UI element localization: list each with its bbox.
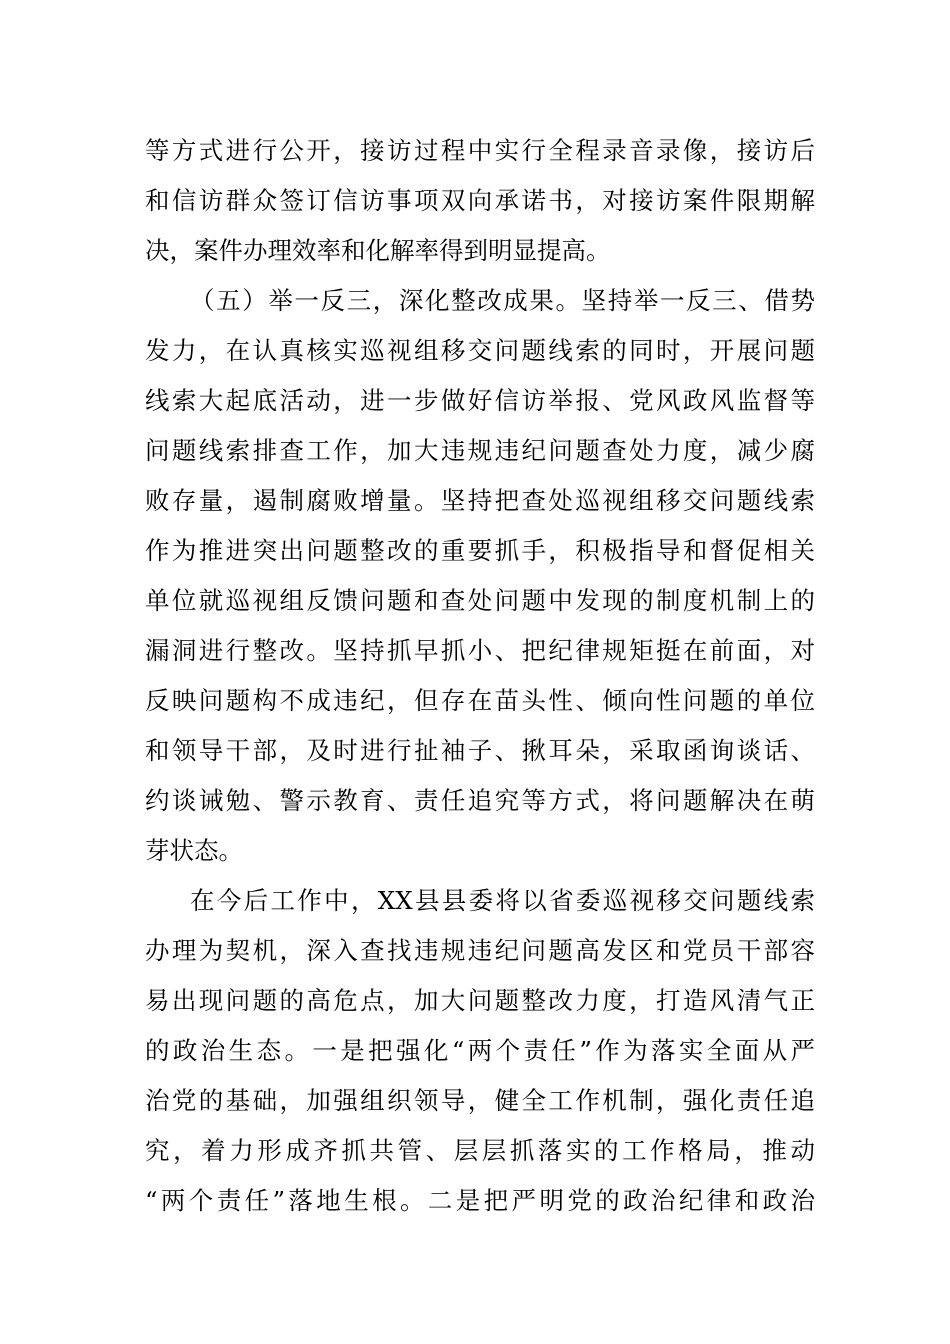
text-line: 败存量，遏制腐败增量。坚持把查处巡视组移交问题线索 — [145, 486, 815, 515]
paragraph-heading-line: （五）举一反三，深化整改成果。坚持举一反三、借势 — [190, 286, 815, 315]
text-line: 漏洞进行整改。坚持抓早抓小、把纪律规矩挺在前面，对 — [145, 636, 815, 665]
text-line: 芽状态。 — [145, 836, 243, 865]
text-line: 和信访群众签订信访事项双向承诺书，对接访案件限期解 — [145, 186, 815, 215]
text-line: 单位就巡视组反馈问题和查处问题中发现的制度机制上的 — [145, 586, 815, 615]
text-line: 作为推进突出问题整改的重要抓手，积极指导和督促相关 — [145, 536, 815, 565]
text-line: 问题线索排查工作，加大违规违纪问题查处力度，减少腐 — [145, 436, 815, 465]
text-line: 办理为契机，深入查找违规违纪问题高发区和党员干部容 — [145, 936, 815, 965]
text-line: 易出现问题的高危点，加大问题整改力度，打造风清气正 — [145, 986, 815, 1015]
text-line: 的政治生态。一是把强化“两个责任”作为落实全面从严 — [145, 1036, 815, 1065]
text-line: 和领导干部，及时进行扯袖子、揪耳朵，采取函询谈话、 — [145, 736, 815, 765]
text-line: 线索大起底活动，进一步做好信访举报、党风政风监督等 — [145, 386, 815, 415]
text-line: 约谈诫勉、警示教育、责任追究等方式，将问题解决在萌 — [145, 786, 815, 815]
text-line: 决，案件办理效率和化解率得到明显提高。 — [145, 236, 611, 265]
text-line: 等方式进行公开，接访过程中实行全程录音录像，接访后 — [145, 136, 815, 165]
paragraph-start-line: 在今后工作中，XX县县委将以省委巡视移交问题线索 — [190, 886, 815, 915]
text-line: “两个责任”落地生根。二是把严明党的政治纪律和政治 — [145, 1186, 815, 1215]
text-line: 反映问题构不成违纪，但存在苗头性、倾向性问题的单位 — [145, 686, 815, 715]
text-line: 究，着力形成齐抓共管、层层抓落实的工作格局，推动 — [145, 1136, 815, 1165]
text-line: 发力，在认真核实巡视组移交问题线索的同时，开展问题 — [145, 336, 815, 365]
text-line: 治党的基础，加强组织领导，健全工作机制，强化责任追 — [145, 1086, 815, 1115]
